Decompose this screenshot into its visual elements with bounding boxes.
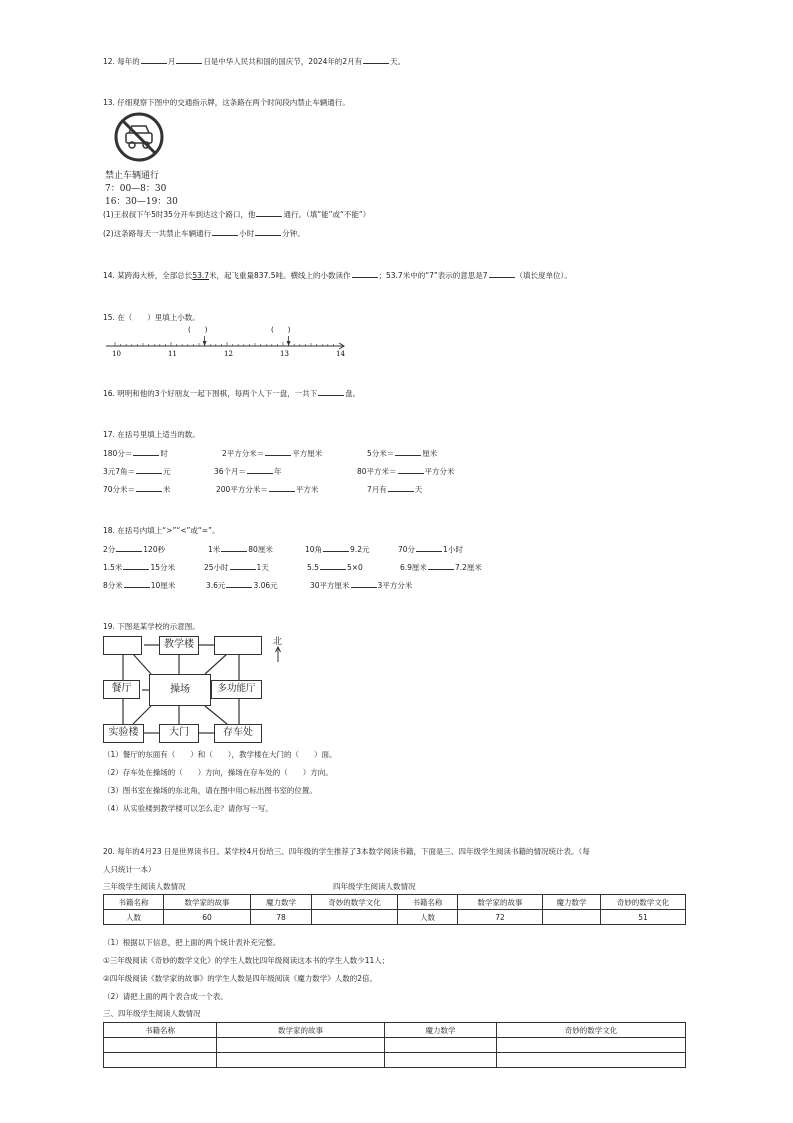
map-dining-hall: 餐厅 — [103, 680, 140, 699]
info-1: ①三年级阅读《奇妙的数学文化》的学生人数比四年级阅读这本书的学生人数少11人； — [103, 956, 390, 965]
question-20-part-1: （1）根据以下信息，把上面的两个统计表补充完整。 — [103, 938, 281, 947]
answer-blank[interactable] — [318, 387, 344, 396]
answer-blank[interactable] — [323, 543, 349, 552]
north-arrow-icon — [274, 646, 282, 662]
answer-blank[interactable] — [255, 227, 281, 236]
table-cell[interactable] — [217, 1038, 385, 1053]
answer-blank[interactable] — [176, 55, 202, 64]
no-vehicles-sign-icon — [113, 111, 165, 163]
table-cell[interactable] — [104, 1038, 217, 1053]
table-cell[interactable] — [497, 1053, 686, 1068]
map-main-gate: 大门 — [159, 724, 199, 743]
grade4-reading-table: 书籍名称 数学家的故事 魔力数学 奇妙的数学文化 人数 72 51 — [397, 894, 686, 925]
question-19-part-2: （2）存车处在操场的（ ）方向，操场在存车处的（ ）方向。 — [103, 768, 333, 777]
answer-blank[interactable] — [363, 55, 389, 64]
answer-paren-1[interactable]: ( ) — [188, 326, 208, 334]
tick-label: 10 — [112, 350, 121, 358]
sign-caption: 禁止车辆通行 — [105, 171, 160, 181]
question-20-intro-line-2: 人只统计一本） — [103, 865, 156, 874]
map-teaching-building: 教学楼 — [159, 636, 199, 655]
time-range-1: 7：00—8：30 — [105, 184, 167, 194]
tick-label: 11 — [168, 350, 177, 358]
answer-blank[interactable] — [416, 543, 442, 552]
answer-blank[interactable] — [226, 579, 252, 588]
question-13-part-1: (1)王叔叔下午5时35分开车到达这个路口，他 通行。（填“能”或“不能”） — [103, 210, 371, 219]
tick-label: 13 — [280, 350, 289, 358]
answer-blank[interactable] — [124, 579, 150, 588]
answer-blank[interactable] — [136, 465, 162, 474]
question-18-title: 18. 在括号内填上“>”“<”或“=”。 — [103, 526, 220, 535]
time-range-2: 16：30—19：30 — [105, 197, 178, 207]
question-12: 12. 每年的 月 日是中华人民共和国的国庆节，2024年的2月有 天。 — [103, 57, 406, 66]
answer-blank[interactable] — [123, 561, 149, 570]
answer-blank[interactable] — [398, 465, 424, 474]
tick-label: 14 — [336, 350, 345, 358]
map-blank-northeast[interactable] — [214, 636, 262, 655]
combined-table-caption: 三、四年级学生阅读人数情况 — [103, 1009, 201, 1018]
question-14: 14. 某跨海大桥，全部总长53.7米，起飞重量837.5吨。横线上的小数读作 ；53.7米中的“7”表示的意思是7 （填长度单位）。 — [103, 271, 572, 280]
answer-blank[interactable] — [136, 483, 162, 492]
question-15-title: 15. 在（ ）里填上小数。 — [103, 313, 200, 322]
answer-blank[interactable] — [256, 208, 282, 217]
table-cell[interactable] — [104, 1053, 217, 1068]
answer-paren-2[interactable]: ( ) — [271, 326, 291, 334]
table-cell[interactable] — [497, 1038, 686, 1053]
answer-blank[interactable] — [388, 483, 414, 492]
grade3-culture-count-cell[interactable] — [312, 910, 398, 925]
table-cell[interactable] — [385, 1038, 497, 1053]
north-label: 北 — [273, 637, 283, 647]
table-cell[interactable] — [385, 1053, 497, 1068]
question-20-part-2: （2）请把上面的两个表合成一个表。 — [103, 992, 228, 1001]
answer-blank[interactable] — [265, 447, 291, 456]
answer-blank[interactable] — [395, 447, 421, 456]
info-2: ②四年级阅读《数学家的故事》的学生人数是四年级阅读《魔力数学》人数的2倍。 — [103, 974, 377, 983]
question-13-title: 13. 仔细观察下图中的交通指示牌，这条路在两个时间段内禁止车辆通行。 — [103, 98, 350, 107]
answer-blank[interactable] — [351, 579, 377, 588]
answer-blank[interactable] — [141, 55, 167, 64]
grade3-reading-table: 书籍名称 数学家的故事 魔力数学 奇妙的数学文化 人数 60 78 — [103, 894, 398, 925]
question-13-part-2: (2)这条路每天一共禁止车辆通行 小时 分钟。 — [103, 229, 305, 238]
question-19-title: 19. 下图是某学校的示意图。 — [103, 622, 200, 631]
answer-blank[interactable] — [247, 465, 273, 474]
answer-blank[interactable] — [320, 561, 346, 570]
map-playground: 操场 — [149, 674, 211, 706]
answer-blank[interactable] — [269, 483, 295, 492]
question-16: 16. 明明和他的3个好朋友一起下围棋，每两个人下一盘，一共下 盘。 — [103, 389, 361, 398]
map-lab-building: 实验楼 — [103, 724, 144, 743]
grade4-magic-count-cell[interactable] — [543, 910, 601, 925]
answer-blank[interactable] — [133, 447, 159, 456]
answer-blank[interactable] — [489, 269, 515, 278]
map-bike-parking: 存车处 — [214, 724, 262, 743]
answer-blank[interactable] — [352, 269, 378, 278]
grade4-table-caption: 四年级学生阅读人数情况 — [333, 882, 416, 891]
question-17-title: 17. 在括号里填上适当的数。 — [103, 430, 200, 439]
grade3-table-caption: 三年级学生阅读人数情况 — [103, 882, 186, 891]
map-multipurpose-hall: 多功能厅 — [211, 680, 262, 699]
tick-label: 12 — [224, 350, 233, 358]
answer-blank[interactable] — [116, 543, 142, 552]
question-19-part-3: （3）图书室在操场的东北角，请在图中用○标出图书室的位置。 — [103, 786, 317, 795]
answer-blank[interactable] — [212, 227, 238, 236]
answer-blank[interactable] — [221, 543, 247, 552]
map-blank-northwest[interactable] — [103, 636, 142, 655]
question-19-part-1: （1）餐厅的东面有（ ）和（ ），教学楼在大门的（ ）面。 — [103, 750, 337, 759]
combined-reading-table: 书籍名称 数学家的故事 魔力数学 奇妙的数学文化 — [103, 1022, 686, 1068]
table-cell[interactable] — [217, 1053, 385, 1068]
question-19-part-4: （4）从实验楼到教学楼可以怎么走？请你写一写。 — [103, 804, 273, 813]
answer-blank[interactable] — [428, 561, 454, 570]
number-line — [103, 322, 348, 360]
answer-blank[interactable] — [230, 561, 256, 570]
question-20-intro-line-1: 20. 每年的4月23 日是世界读书日。某学校4月份给三、四年级的学生推荐了3本数学阅读书籍，下面是三、四年级学生阅读书籍的情况统计表。（每 — [103, 847, 590, 856]
